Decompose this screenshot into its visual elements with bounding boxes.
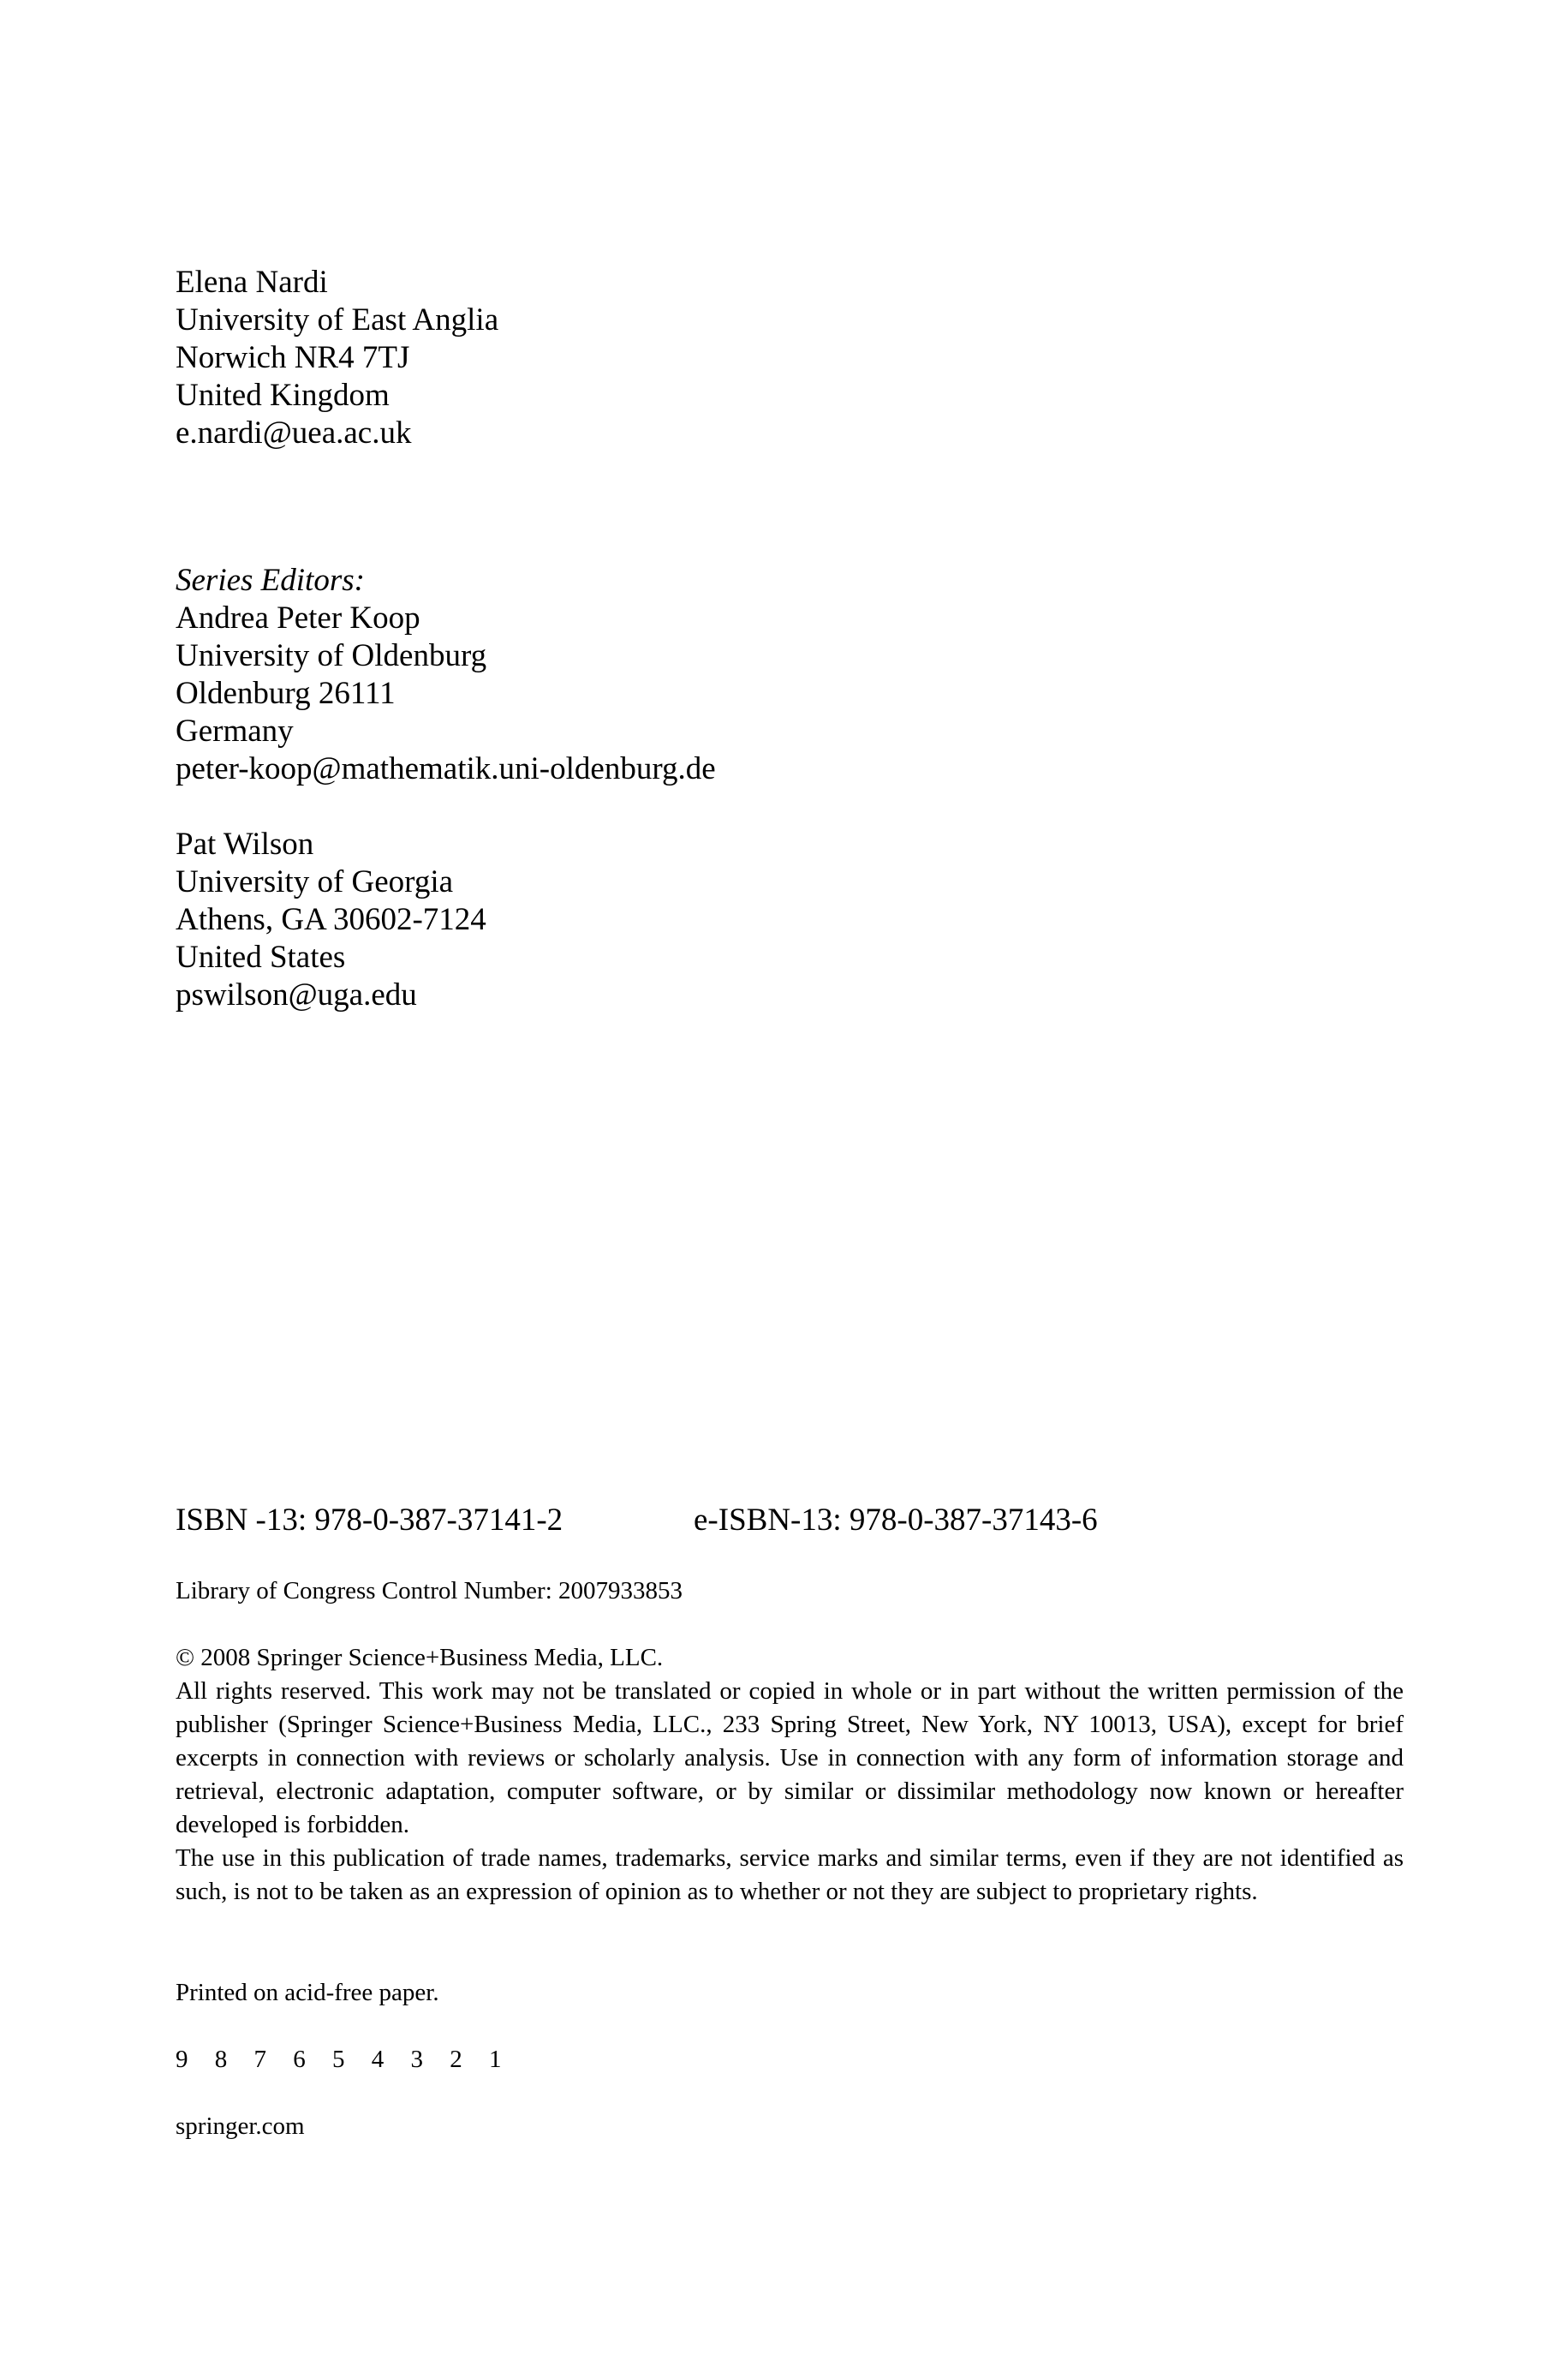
rights-paragraph: All rights reserved. This work may not be translated or copied in whole or in part without the written permission of the publisher (Springer Science+Business Media, LLC., 233 Spring Street, New York, NY 10013, USA), except for brief excerpts in connection with reviews or scholarly analysis. Use in connection with any form of information storage and retrieval, electronic adaptation, computer software, or by similar or dissimilar methodology now known or hereafter developed is forbidden. (176, 1677, 1404, 1838)
trademarks-paragraph: The use in this publication of trade names, trademarks, service marks and similar terms, even if they are not identified as such, is not to be taken as an expression of opinion as to whether or not they are subject to proprietary rights. (176, 1844, 1404, 1905)
author-city-postcode: Norwich NR4 7TJ (176, 340, 410, 375)
printed-on-note: Printed on acid-free paper. (176, 1979, 439, 2006)
lccn: Library of Congress Control Number: 2007933853 (176, 1577, 683, 1604)
series-editors-heading: Series Editors: (176, 563, 365, 598)
author-country: United Kingdom (176, 378, 390, 413)
copyright-notice: © 2008 Springer Science+Business Media, LLC. (176, 1644, 664, 1671)
author-name: Elena Nardi (176, 265, 328, 300)
copyright-statement (176, 1641, 1404, 1909)
editor-1-email: peter-koop@mathematik.uni-oldenburg.de (176, 751, 716, 786)
editor-2-city-postcode: Athens, GA 30602-7124 (176, 902, 486, 937)
isbn-electronic: e-ISBN-13: 978-0-387-37143-6 (694, 1503, 1098, 1538)
author-institution: University of East Anglia (176, 302, 499, 338)
author-address (176, 264, 1404, 452)
author-email: e.nardi@uea.ac.uk (176, 415, 412, 451)
editor-2-country: United States (176, 940, 346, 975)
editor-1-name: Andrea Peter Koop (176, 600, 420, 636)
editor-2-name: Pat Wilson (176, 827, 314, 862)
series-editor-1-address (176, 562, 1404, 788)
editor-2-institution: University of Georgia (176, 864, 454, 899)
series-editor-2-address (176, 826, 1404, 1014)
editor-1-country: Germany (176, 714, 294, 749)
editor-1-city-postcode: Oldenburg 26111 (176, 676, 396, 711)
printer-key-line: 9 8 7 6 5 4 3 2 1 (176, 2046, 512, 2073)
editor-1-institution: University of Oldenburg (176, 638, 487, 673)
isbn-print: ISBN -13: 978-0-387-37141-2 (176, 1503, 563, 1538)
editor-2-email: pswilson@uga.edu (176, 977, 417, 1013)
publisher-website: springer.com (176, 2112, 305, 2140)
